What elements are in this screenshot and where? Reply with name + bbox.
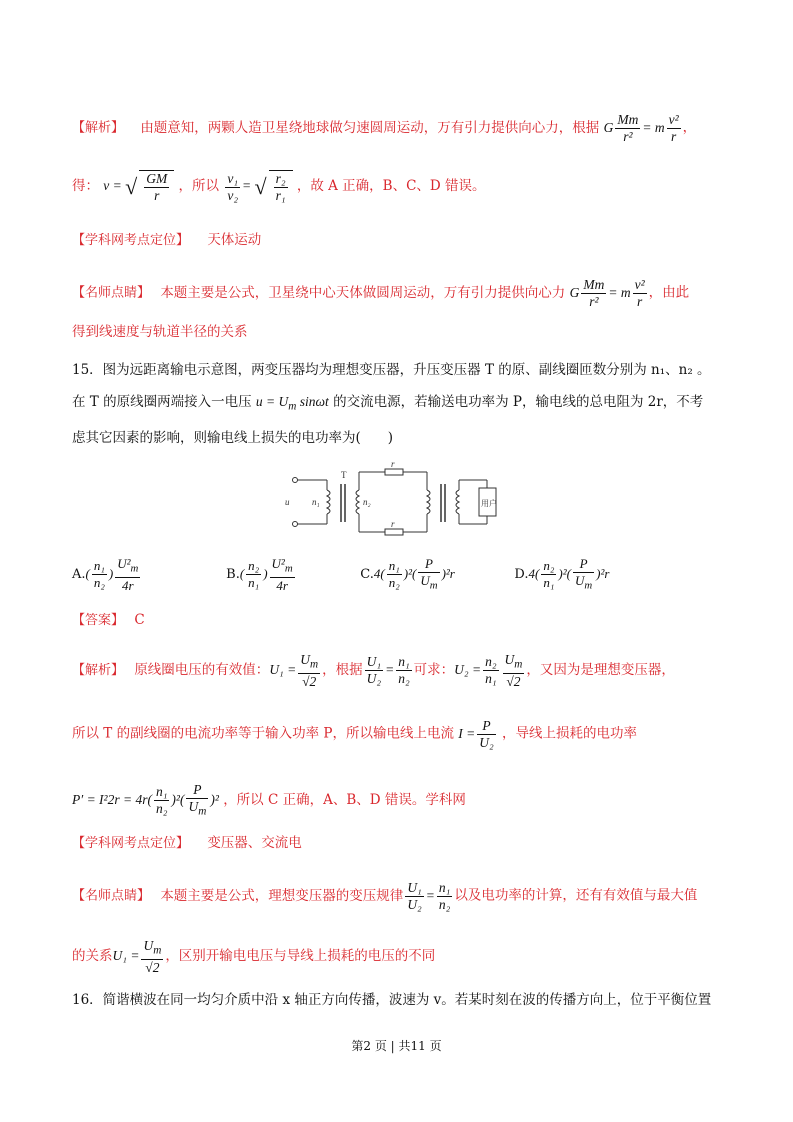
key-point-text: 天体运动	[207, 232, 262, 248]
question-15-line-3	[72, 428, 732, 448]
n1-label: n₁	[312, 497, 320, 507]
answer-line	[72, 610, 732, 631]
analysis-2-line2-b: ，导线上损耗的电功率	[502, 725, 637, 742]
analysis-2-line3-b: ，所以 C 正确，A、B、D 错误。学科网	[223, 791, 466, 808]
transformer-rule-formula: $\frac{\text{U₁}}{\text{U₂}}$ = $\frac{\text{n₁}}{\text{n₂}}$	[407, 880, 451, 912]
question-15-line-1	[72, 360, 732, 380]
option-a[interactable]	[72, 556, 222, 594]
derive-prefix: 得：	[72, 178, 99, 195]
tip-text-c: 得到线速度与轨道半径的关系	[72, 324, 248, 340]
velocity-formula: v = √ $\frac{GM}{r}$	[103, 178, 174, 193]
stepdown-primary-coil	[427, 490, 430, 514]
source-terminal-bottom	[293, 522, 298, 527]
power-loss-formula: P′ = I²2r = 4r( $\frac{\text{n₁}}{\text{n₂}}$ )²( $\frac{P}{U_m}$ )²	[72, 782, 219, 818]
velocity-ratio-formula: $\frac{\text{v₁}}{\text{v₂}}$ = √ $\frac{\text{r₂}}{\text{r₁}}$	[223, 178, 292, 193]
resistor-bottom-label: r	[391, 519, 395, 529]
tip-label: 【名师点睛】	[72, 888, 151, 904]
tip-1-line-1	[72, 277, 732, 310]
question-15-text-3: 虑其它因素的影响，则输电线上损失的电功率为( )	[72, 430, 394, 446]
analysis-2-text-d: ，又因为是理想变压器，	[526, 661, 675, 678]
analysis-2-text-a: 原线圈电压的有效值：	[134, 661, 270, 678]
analysis-2-line-2	[72, 718, 732, 751]
question-15-text-1: 15．图为远距离输电示意图，两变压器均为理想变压器，升压变压器 T 的原、副线圈匝数分别为 n₁、n₂ 。	[72, 362, 711, 378]
primary-coil-t	[327, 490, 330, 514]
option-b-formula: ( $\frac{\text{n₂}}{\text{n₁}}$ ) $\frac{U^2_m}{4r}$	[239, 556, 293, 593]
option-a-letter: A.	[72, 566, 86, 582]
answer-value: C	[134, 612, 145, 628]
effective-voltage-formula: U₁ = $\frac{U_m}{√2}$	[269, 652, 319, 689]
key-point-2	[72, 833, 732, 854]
derive-mid: ，所以	[178, 178, 220, 195]
gravitation-formula: G $\frac{Mm}{\text{r²}}$ = m $\frac{\text{v²}}{r}$	[569, 277, 645, 309]
current-formula: I = $\frac{P}{\text{U₂}}$	[458, 718, 494, 750]
page-footer: 第2 页 | 共11 页	[351, 1039, 442, 1053]
analysis-2-text-b: ，根据	[322, 661, 363, 678]
key-point-label: 【学科网考点定位】	[72, 836, 190, 851]
question-15-line-2	[72, 392, 732, 417]
derive-tail: ，故 A 正确，B、C、D 错误。	[296, 178, 486, 195]
effective-voltage-formula: U₁ = $\frac{U_m}{√2}$	[112, 938, 162, 975]
key-point-text: 变压器、交流电	[207, 835, 302, 851]
question-15-text-2a: 在 T 的原线圈两端接入一电压	[72, 394, 252, 410]
gravitation-formula: G $\frac{Mm}{\text{r²}}$ = m $\frac{\text{v²}}{r}$	[603, 112, 679, 144]
transmission-circuit-diagram	[275, 462, 515, 544]
question-15-options	[72, 556, 732, 594]
answer-label: 【答案】	[72, 613, 125, 628]
option-d[interactable]	[514, 556, 634, 594]
tip-text: 本题主要是公式，卫星绕中心天体做圆周运动，万有引力提供向心力	[160, 284, 566, 301]
source-terminal-top	[293, 478, 298, 483]
resistor-top-label: r	[391, 462, 395, 469]
tip-text-b: ，由此	[648, 284, 690, 301]
option-b-letter: B.	[226, 566, 240, 582]
tip-1-line-2	[72, 322, 732, 342]
analysis-2-line-3	[72, 782, 732, 820]
tip-2-line-1	[72, 880, 732, 913]
option-d-formula: 4( $\frac{\text{n₂}}{\text{n₁}}$ )²( $\frac{P}{U_m}$ )²r	[528, 556, 610, 592]
tip-2-line-2	[72, 938, 732, 976]
tip-2-text-d: ，区别开输电电压与导线上损耗的电压的不同	[165, 947, 436, 964]
source-u-label: u	[285, 497, 290, 507]
option-c-letter: C.	[360, 566, 374, 582]
analysis-2-line-1	[72, 652, 732, 690]
transformer-t-label: T	[341, 470, 347, 480]
tip-2-text-a: 本题主要是公式，理想变压器的变压规律	[160, 887, 404, 904]
n2-label: n₂	[363, 497, 371, 507]
analysis-1-line-2	[72, 170, 732, 204]
u2-formula: U₂ = $\frac{\text{n₂}}{\text{n₁}}$ $\frac{U_m}{√2}$	[454, 652, 523, 689]
user-label: 用户	[481, 499, 497, 508]
tip-2-text-b: 以及电功率的计算，还有有效值与最大值	[454, 887, 698, 904]
question-15-text-2b: 的交流电源，若输送电功率为 P，输电线的总电阻为 2r，不考	[333, 394, 704, 410]
analysis-label: 【解析】	[72, 120, 125, 136]
analysis-label: 【解析】	[72, 662, 125, 678]
stepdown-secondary-coil	[456, 490, 459, 514]
secondary-coil-t	[356, 490, 359, 514]
analysis-1-line-1	[72, 112, 732, 145]
analysis-2-line2-a: 所以 T 的副线圈的电流功率等于输入功率 P，所以输电线上电流	[72, 725, 454, 742]
analysis-2-text-c: 可求：	[413, 661, 455, 678]
option-c[interactable]	[360, 556, 510, 594]
option-d-letter: D.	[514, 566, 529, 582]
key-point-1	[72, 230, 732, 251]
line-resistor-bottom	[385, 529, 403, 535]
question-16-line-1	[72, 990, 732, 1010]
line-resistor-top	[385, 469, 403, 475]
voltage-ratio-formula: $\frac{\text{U₁}}{\text{U₂}}$ = $\frac{\text{n₁}}{\text{n₂}}$	[366, 654, 410, 687]
key-point-label: 【学科网考点定位】	[72, 233, 190, 248]
tip-label: 【名师点睛】	[72, 285, 151, 301]
source-voltage-formula: $u = U_m$ sinωt	[255, 394, 329, 413]
analysis-text: 由题意知，两颗人造卫星绕地球做匀速圆周运动，万有引力提供向心力，根据	[140, 119, 600, 136]
option-b[interactable]	[226, 556, 356, 594]
comma: ，	[682, 119, 697, 136]
tip-2-text-c: 的关系	[72, 947, 113, 964]
question-16-text: 16．简谐横波在同一均匀介质中沿 x 轴正方向传播，波速为 v。若某时刻在波的传播方向上，位于平衡位置	[72, 992, 712, 1008]
option-a-formula: ( $\frac{\text{n₁}}{\text{n₂}}$ ) $\frac{U^2_m}{4r}$	[85, 556, 139, 593]
option-c-formula: 4( $\frac{\text{n₁}}{\text{n₂}}$ )²( $\frac{P}{U_m}$ )²r	[373, 556, 455, 592]
